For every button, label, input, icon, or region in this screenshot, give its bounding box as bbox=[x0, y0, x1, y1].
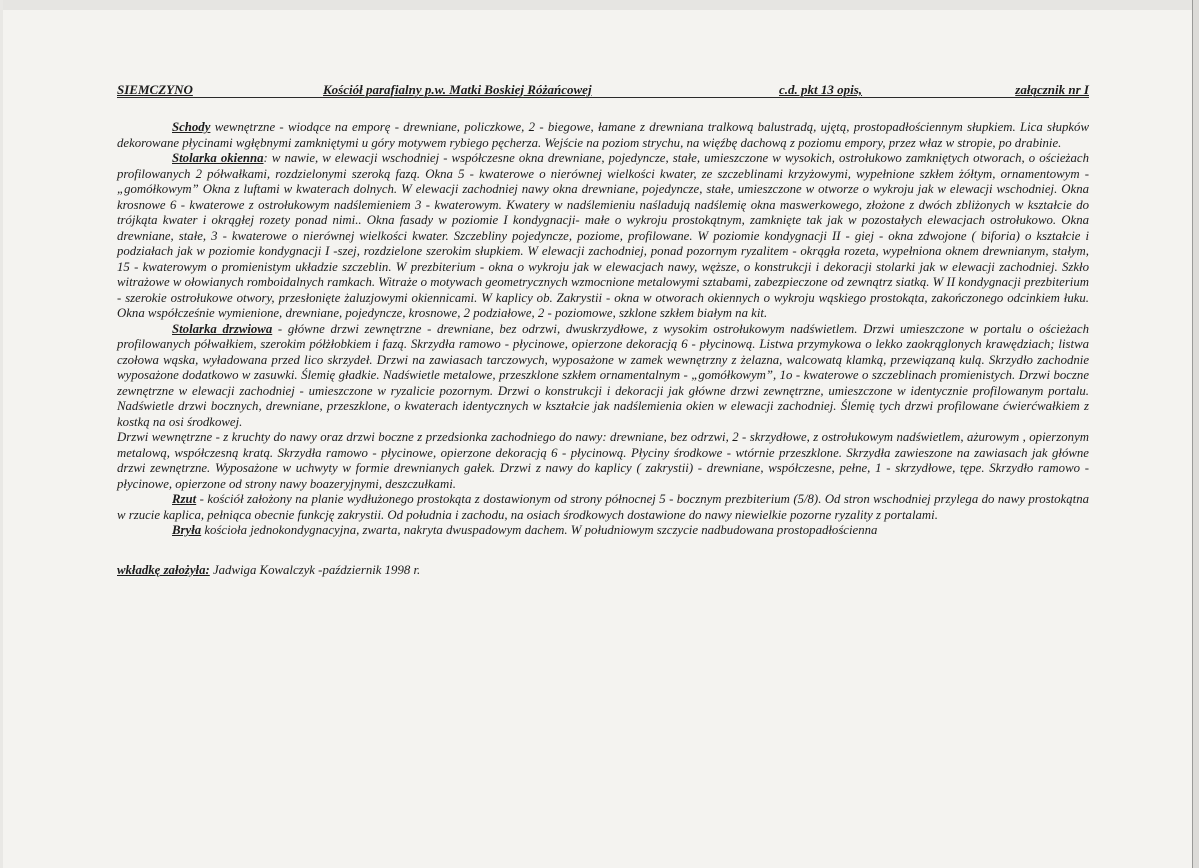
document-footer bbox=[117, 563, 1089, 578]
paragraph-bryla bbox=[117, 523, 1089, 539]
header-rule bbox=[117, 97, 1089, 98]
document-page bbox=[117, 82, 1089, 578]
text-schody: wewnętrzne - wiodące na emporę - drewniane, policzkowe, 2 - biegowe, łamane z drewniana tralkową balustradą, ujętą, prostopadłościennym słupkiem. Lica słupków dekorowane płycinami wgłębnymi zamkniętymi u góry motywem rybiego pęcherza. Wejście na poziom strychu, na więźbę dachową z poziomu empory, przez właz w stropie, po drabinie. bbox=[117, 120, 1089, 150]
text-stolarka-drzwiowa: - główne drzwi zewnętrzne - drewniane, bez odrzwi, dwuskrzydłowe, z wysokim ostrołukowym nadświetlem. Drzwi umieszczone w portalu o ościeżach profilowanych półwałkiem, szerokim półżłobkiem i fazą. Skrzydła ramowo - płycinowe, opierzone dekoracją 6 - płycinową. Listwa przymykowa o lekko zaokrąglonych krawędziach; listwa czołowa wąska, wyładowana przed lico skrzydeł. Drzwi na zawiasach tarczowych, wyposażone w zamek wewnętrzny z żelazna, walcowatą klamką, przewiązaną kulą. Skrzydło zachodnie wyposażone dodatkowo w zasuwki. Ślemię gładkie. Nadświetle metalowe, przeszklone szkłem ornamentalnym - „gomółkowym”, 1o - kwaterowe o szczeblinach promienistych. Drzwi boczne zewnętrzne w elewacji zachodniej - umieszczone w ryzalicie pozornym. Drzwi o konstrukcji i dekoracji jak główne drzwi zewnętrzne, umieszczone w identycznie profilowanym portalu. Nadświetle drzwi bocznych, drewniane, przeszklone, o kwaterach identycznych w kształcie jak nadślemienia okien w elewacji zachodniej. Ślemię tych drzwi profilowane ćwierćwałkiem z kostką na osi środkowej. bbox=[117, 321, 1089, 429]
text-rzut: - kościół założony na planie wydłużonego prostokąta z dostawionym od strony północnej 5 - bocznym prezbiterium (5/8). Od stron wschodniej przylega do nawy prostokątna w rzucie kaplica, pełniąca obecnie funkcję zakrystii. Od południa i zachodu, na osiach środkowych dostawione do nawy niewielkie pozorne ryzality z portalami. bbox=[117, 492, 1089, 522]
footer-author: Jadwiga Kowalczyk -październik 1998 r. bbox=[209, 562, 421, 577]
scan-border-right bbox=[1193, 0, 1199, 868]
paragraph-schody bbox=[117, 120, 1089, 151]
document-header bbox=[117, 82, 1089, 98]
scan-border-top bbox=[0, 0, 1199, 10]
paragraph-drzwi-wewnetrzne: Drzwi wewnętrzne - z kruchty do nawy oraz drzwi boczne z przedsionka zachodniego do nawy: drewniane, bez odrzwi, 2 - skrzydłowe, z ostrołukowym nadświetlem, ażurowym , opierzonym metalową, współczesną kratą. Skrzydła ramowo - płycinowe, opierzone dekoracją 6 - płycinową. Płyciny środkowe - wtórnie przeszklone. Skrzydła zawieszone na zawiasach jak główne drzwi zewnętrzne. Wyposażone w uchwyty w formie drewnianych gałek. Drzwi z nawy do kaplicy ( zakrystii) - drewniane, współczesne, pełne, 1 - skrzydłowe, tępe. Skrzydło ramowo - płycinowe, opierzone od strony nawy boazeryjnymi, deszczułkami. bbox=[117, 430, 1089, 491]
header-church: Kościół parafialny p.w. Matki Boskiej Różańcowej bbox=[323, 82, 592, 97]
scan-border-left bbox=[0, 0, 3, 868]
paragraph-stolarka-okienna bbox=[117, 151, 1089, 322]
paragraph-rzut bbox=[117, 492, 1089, 523]
header-attachment: załącznik nr I bbox=[1015, 82, 1089, 97]
heading-bryla: Bryła bbox=[172, 523, 202, 537]
heading-stolarka-drzwiowa: Stolarka drzwiowa bbox=[172, 321, 273, 336]
paragraph-stolarka-drzwiowa bbox=[117, 322, 1089, 431]
heading-stolarka-okienna: Stolarka okienna bbox=[172, 151, 264, 165]
text-stolarka-okienna: : w nawie, w elewacji wschodniej - współczesne okna drewniane, pojedyncze, stałe, umieszczone w wysokich, ostrołukowo zamkniętych otworach, o ościeżach profilowanych 2 półwałkami, rozdzielonymi szeroką fazą. Okna 5 - kwaterowe o nierównej wielkości kwater, ze szczeblinami krzyżowymi, wypełnione szkłem żółtym, ornamentowym - „gomółkowym” Okna z luftami w kwaterach dolnych. W elewacji zachodniej nawy okna drewniane, pojedyncze, stałe, umieszczone w otworze o wykroju jak w elewacji wschodniej. Okna krosnowe 6 - kwaterowe z ostrołukowym nadślemieniem 3 - kwaterowym. Kwatery w nadślemieniu naśladują nadślemię okna maswerkowego, złożone z dwóch zbliżonych w kształcie do trójkąta kwater i okrągłej rozety ponad nimi.. Okna fasady w poziomie I kondygnacji- małe o wykroju prostokątnym, zamknięte tak jak w pozostałych elewacjach ostrołukowo. Okna drewniane, stałe, 3 - kwaterowe o nierównej wielkości kwater. Szczebliny pojedyncze, poziome, profilowane. W poziomie kondygnacji II - giej - okna zdwojone ( biforia) o kształcie i podziałach jak w poziomie kondygnacji I -szej, rozdzielone szerokim słupkiem. W elewacji zachodniej, ponad pozornym ryzalitem - okrągła rozeta, wypełniona oknem drewnianym, stałym, 15 - kwaterowym o promienistym układzie szczeblin. W prezbiterium - okna o wykroju jak w elewacjach nawy, węższe, o konstrukcji i dekoracji stolarki jak w elewacji zachodniej. Szkło witrażowe w ołowianych romboidalnych ramkach. Witraże o motywach geometrycznych wzmocnione metalowymi sztabami, zabezpieczone od zewnątrz siatką. W II kondygnacji prezbiterium - szerokie ostrołukowe otwory, przesłonięte żaluzjowymi okiennicami. W kaplicy ob. Zakrystii - okna w otworach okiennych o wykroju wąskiego prostokąta, zakończonego odcinkiem łuku. Okna współcześnie wymienione, drewniane, pojedyncze, krosnowe, 2 podziałowe, 2 - poziomowe, szklone szkłem białym na kit. bbox=[117, 151, 1089, 320]
document-body bbox=[117, 120, 1089, 539]
heading-schody: Schody bbox=[172, 120, 211, 134]
footer-label: wkładkę założyła: bbox=[117, 562, 210, 577]
header-ref: c.d. pkt 13 opis, bbox=[779, 82, 863, 97]
header-place: SIEMCZYNO bbox=[117, 82, 193, 97]
heading-rzut: Rzut bbox=[172, 492, 197, 506]
text-bryla: kościoła jednokondygnacyjna, zwarta, nakryta dwuspadowym dachem. W południowym szczycie nadbudowana prostopadłościenna bbox=[201, 523, 878, 537]
